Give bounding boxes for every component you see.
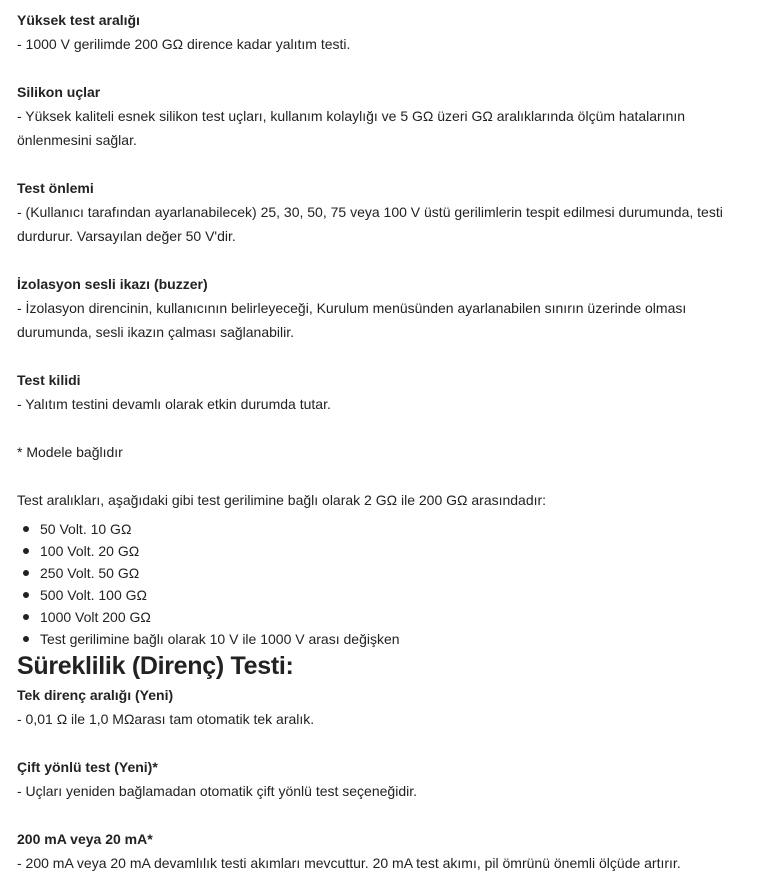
spacer <box>17 731 774 755</box>
section-high-test-range <box>17 8 774 56</box>
section-text: - 0,01 Ω ile 1,0 MΩarası tam otomatik tek aralık. <box>17 711 315 727</box>
list-item: 100 Volt. 20 GΩ <box>40 540 774 562</box>
section-test-precaution <box>17 176 774 248</box>
list-item: 500 Volt. 100 GΩ <box>40 584 774 606</box>
spacer <box>17 803 774 827</box>
ranges-list <box>17 518 774 650</box>
ranges-intro: Test aralıkları, aşağıdaki gibi test gerilimine bağlı olarak 2 GΩ ile 200 GΩ arasındadır: <box>17 492 547 508</box>
section-title: Test önlemi <box>17 180 94 196</box>
bullet-icon <box>23 614 29 620</box>
list-item: 1000 Volt 200 GΩ <box>40 606 774 628</box>
section-title: İzolasyon sesli ikazı (buzzer) <box>17 276 208 292</box>
spacer <box>17 344 774 368</box>
section-title: Çift yönlü test (Yeni)* <box>17 759 158 775</box>
spacer <box>17 416 774 440</box>
section-text: durumunda, sesli ikazın çalması sağlanabilir. <box>17 324 295 340</box>
continuity-heading: Süreklilik (Direnç) Testi: <box>17 652 294 680</box>
spacer <box>17 248 774 272</box>
section-test-current <box>17 827 774 875</box>
section-title: Yüksek test aralığı <box>17 12 140 28</box>
section-text: önlenmesini sağlar. <box>17 132 137 148</box>
section-single-range <box>17 683 774 731</box>
section-text: - Yalıtım testini devamlı olarak etkin durumda tutar. <box>17 396 331 412</box>
bullet-icon <box>23 592 29 598</box>
spacer <box>17 152 774 176</box>
list-item: 50 Volt. 10 GΩ <box>40 518 774 540</box>
section-bidirectional-test <box>17 755 774 803</box>
section-text: - 1000 V gerilimde 200 GΩ dirence kadar yalıtım testi. <box>17 36 351 52</box>
section-text: - (Kullanıcı tarafından ayarlanabilecek) 25, 30, 50, 75 veya 100 V üstü gerilimlerin tespit edilmesi durumunda, testi <box>17 204 723 220</box>
model-note: * Modele bağlıdır <box>17 444 123 460</box>
section-text: - Yüksek kaliteli esnek silikon test uçları, kullanım kolaylığı ve 5 GΩ üzeri GΩ aralıklarında ölçüm hatalarının <box>17 108 686 124</box>
section-title: Tek direnç aralığı (Yeni) <box>17 687 174 703</box>
spacer <box>17 464 774 488</box>
section-test-lock <box>17 368 774 416</box>
list-item: 250 Volt. 50 GΩ <box>40 562 774 584</box>
bullet-icon <box>23 526 29 532</box>
bullet-icon <box>23 548 29 554</box>
bullet-icon <box>23 570 29 576</box>
bullet-icon <box>23 636 29 642</box>
section-title: Test kilidi <box>17 372 81 388</box>
list-item: Test gerilimine bağlı olarak 10 V ile 1000 V arası değişken <box>40 628 774 650</box>
spacer <box>17 56 774 80</box>
section-title: 200 mA veya 20 mA* <box>17 831 153 847</box>
section-text: - İzolasyon direncinin, kullanıcının belirleyeceği, Kurulum menüsünden ayarlanabilen sınırın üzerinde olması <box>17 300 687 316</box>
section-title: Silikon uçlar <box>17 84 101 100</box>
section-text: - 200 mA veya 20 mA devamlılık testi akımları mevcuttur. 20 mA test akımı, pil ömrünü önemli ölçüde artırır. <box>17 855 681 871</box>
section-silicone-leads <box>17 80 774 152</box>
section-text: durdurur. Varsayılan değer 50 V'dir. <box>17 228 236 244</box>
section-insulation-buzzer <box>17 272 774 344</box>
section-text: - Uçları yeniden bağlamadan otomatik çift yönlü test seçeneğidir. <box>17 783 417 799</box>
